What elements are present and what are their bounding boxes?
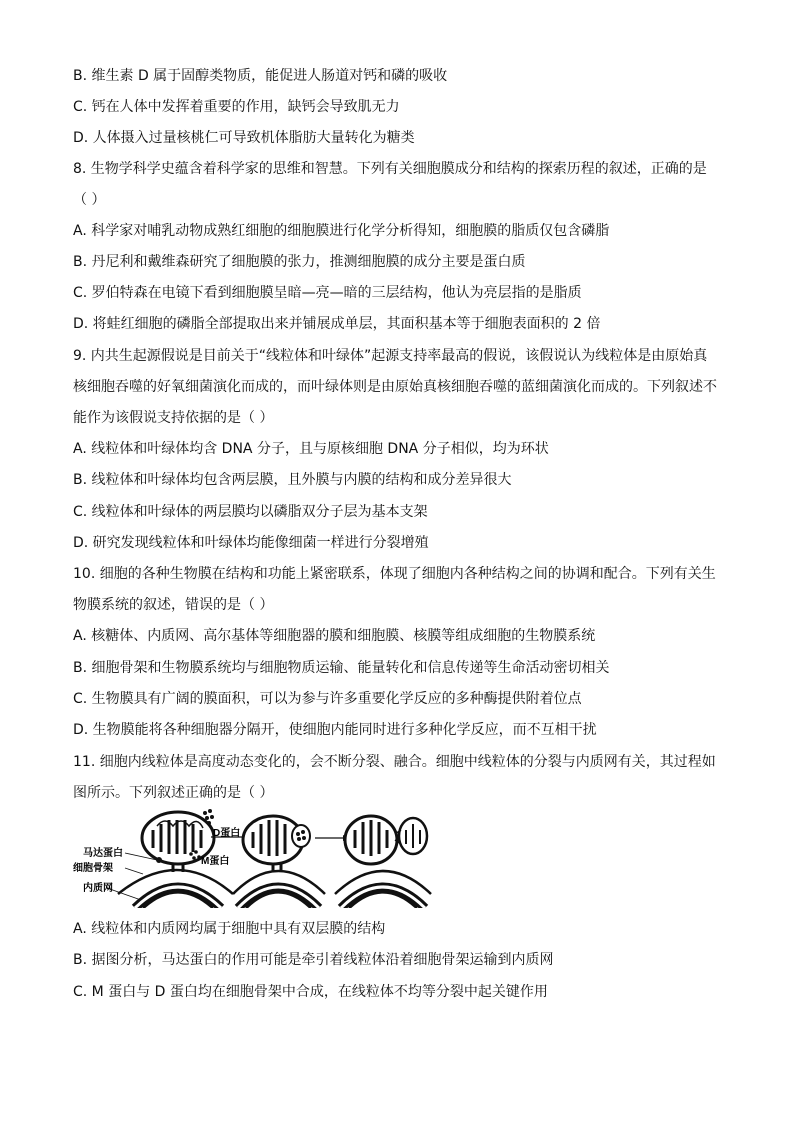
figure-panel-2	[233, 816, 349, 908]
q9-option-a: A. 线粒体和叶绿体均含 DNA 分子，且与原核细胞 DNA 分子相似，均为环状	[73, 441, 549, 457]
label-motor-protein: 马达蛋白	[83, 848, 123, 859]
q10-stem-line-2: 物膜系统的叙述，错误的是（ ）	[73, 597, 274, 613]
q8-option-d: D. 将蛙红细胞的磷脂全部提取出来并铺展成单层，其面积基本等于细胞表面积的 2 倍	[73, 316, 601, 332]
q10-option-d: D. 生物膜能将各种细胞器分隔开，使细胞内能同时进行多种化学反应，而不互相干扰	[73, 722, 597, 738]
q9-option-c: C. 线粒体和叶绿体的两层膜均以磷脂双分子层为基本支架	[73, 504, 428, 520]
q9-option-d: D. 研究发现线粒体和叶绿体均能像细菌一样进行分裂增殖	[73, 535, 429, 551]
mitochondria-fission-figure	[73, 808, 433, 908]
q10-option-c: C. 生物膜具有广阔的膜面积，可以为参与许多重要化学反应的多种酶提供附着位点	[73, 691, 582, 707]
q8-stem-line-2: （ ）	[73, 192, 106, 208]
q11-stem-line-1: 11. 细胞内线粒体是高度动态变化的，会不断分裂、融合。细胞中线粒体的分裂与内质网有关，其过程如	[73, 754, 716, 770]
q10-option-a: A. 核糖体、内质网、高尔基体等细胞器的膜和细胞膜、核膜等组成细胞的生物膜系统	[73, 628, 596, 644]
q11-stem-line-2: 图所示。下列叙述正确的是（ ）	[73, 785, 274, 801]
q11-option-a: A. 线粒体和内质网均属于细胞中具有双层膜的结构	[73, 921, 386, 937]
label-d-protein: D蛋白	[213, 828, 241, 839]
q7-option-c: C. 钙在人体中发挥着重要的作用，缺钙会导致肌无力	[73, 99, 400, 115]
q11-option-b: B. 据图分析，马达蛋白的作用可能是牵引着线粒体沿着细胞骨架运输到内质网	[73, 952, 554, 968]
figure-panel-3	[335, 816, 431, 908]
q9-stem-line-1: 9. 内共生起源假说是目前关于“线粒体和叶绿体”起源支持率最高的假说，该假说认为线粒体是由原始真	[73, 348, 708, 364]
q9-stem-line-3: 能作为该假说支持依据的是（ ）	[73, 410, 274, 426]
q8-option-b: B. 丹尼利和戴维森研究了细胞膜的张力，推测细胞膜的成分主要是蛋白质	[73, 254, 526, 270]
label-m-protein: M蛋白	[201, 856, 230, 867]
q10-stem-line-1: 10. 细胞的各种生物膜在结构和功能上紧密联系，体现了细胞内各种结构之间的协调和配合。下列有关生	[73, 566, 716, 582]
q8-option-a: A. 科学家对哺乳动物成熟红细胞的细胞膜进行化学分析得知，细胞膜的脂质仅包含磷脂	[73, 223, 610, 239]
q10-option-b: B. 细胞骨架和生物膜系统均与细胞物质运输、能量转化和信息传递等生命活动密切相关	[73, 660, 610, 676]
q11-option-c: C. M 蛋白与 D 蛋白均在细胞骨架中合成，在线粒体不均等分裂中起关键作用	[73, 984, 548, 1000]
q7-option-b: B. 维生素 D 属于固醇类物质，能促进人肠道对钙和磷的吸收	[73, 68, 448, 84]
label-cytoskeleton: 细胞骨架	[73, 863, 113, 874]
q8-option-c: C. 罗伯特森在电镜下看到细胞膜呈暗—亮—暗的三层结构，他认为亮层指的是脂质	[73, 285, 582, 301]
q7-option-d: D. 人体摄入过量核桃仁可导致机体脂肪大量转化为糖类	[73, 130, 415, 146]
q8-stem-line-1: 8. 生物学科学史蕴含着科学家的思维和智慧。下列有关细胞膜成分和结构的探索历程的叙述，正确的是	[73, 161, 707, 177]
q9-stem-line-2: 核细胞吞噬的好氧细菌演化而成的，而叶绿体则是由原始真核细胞吞噬的蓝细菌演化而成的。下列叙述不	[73, 379, 717, 395]
q9-option-b: B. 线粒体和叶绿体均包含两层膜，且外膜与内膜的结构和成分差异很大	[73, 472, 512, 488]
label-er: 内质网	[83, 883, 113, 894]
